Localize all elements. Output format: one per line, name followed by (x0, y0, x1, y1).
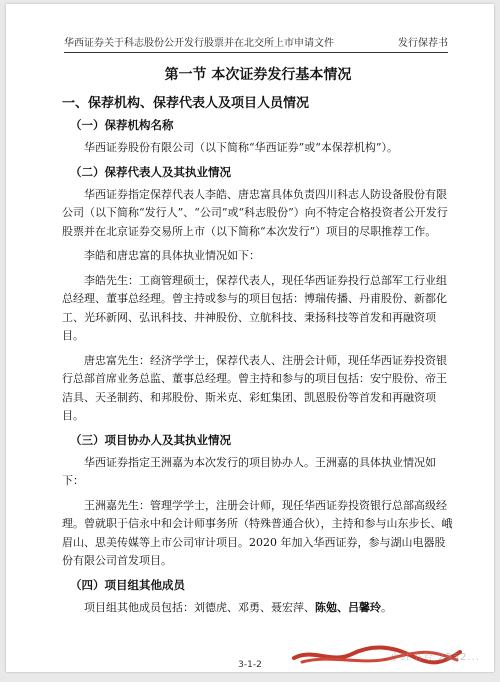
page-content (62, 64, 454, 623)
li-hao-profile: 李皓先生：工商管理硕士，保荐代表人，现任华西证券投行总部军工行业组总经理、董事总经理。曾主持或参与的项目包括：博瑞传播、丹甫股份、新都化工、光环新网、弘讯科技、井神股份、立航科技、秉扬科技等首发和再融资项目。 (62, 273, 447, 342)
members-bold: 陈勉、吕馨玲 (315, 600, 381, 614)
representatives-intro: 华西证券指定保荐代表人李皓、唐忠富具体负责四川科志人防设备股份有限公司（以下简称“发行人”、“公司”或“科志股份”）向不特定合格投资者公开发行股票并在北京证券交易所上市（以下简称“本次发行”）项目的尽职推荐工作。 (62, 187, 448, 238)
header-right: 发行保荐书 (398, 38, 448, 49)
members-suffix: 。 (381, 600, 392, 614)
members-prefix: 项目组其他成员包括：刘德虎、邓勇、聂宏萍、 (84, 600, 315, 614)
tang-zhongfu-profile: 唐忠富先生：经济学学士，保荐代表人、注册会计师，现任华西证券投资银行总部首席业务总监、董事总经理。曾主持和参与的项目包括：安宁股份、帝王洁具、天圣制药、和邦股份、斯米克、彩虹集团、凯恩股份等首发和再融资项目。 (62, 353, 447, 422)
chapter-title: 第一节 本次证券发行基本情况 (164, 67, 352, 83)
other-members-text (62, 599, 454, 618)
sponsor-name-text: 华西证券股份有限公司（以下简称“华西证券”或“本保荐机构”）。 (84, 141, 398, 154)
co-organizer-intro: 华西证券指定王洲嘉为本次发行的项目协办人。王洲嘉的具体执业情况如下： (62, 455, 436, 487)
page-number: 3-1-2 (238, 660, 262, 670)
representatives-lead: 李皓和唐忠富的具体执业情况如下： (84, 249, 260, 262)
subsection-heading-4: （四）项目组其他成员 (70, 577, 185, 592)
document-page (6, 4, 494, 672)
section-heading-1: 一、保荐机构、保荐代表人及项目人员情况 (62, 96, 310, 111)
page-header (64, 34, 448, 53)
watermark-text: 小红书号 2952... (389, 652, 480, 663)
header-left: 华西证券关于科志股份公开发行股票并在北交所上市申请文件 (64, 38, 334, 49)
subsection-heading-3: （三）项目协办人及其执业情况 (70, 432, 231, 447)
subsection-heading-2: （二）保荐代表人及其执业情况 (70, 164, 231, 179)
subsection-heading-1: （一）保荐机构名称 (70, 118, 174, 132)
wang-zhoujia-profile: 王洲嘉先生：管理学学士，注册会计师，现任华西证券投资银行总部高级经理。曾就职于信永中和会计师事务所（特殊普通合伙），主持和参与山东步长、峨眉山、思美传媒等上市公司审计项目。2020 年加入华西证券，参与湖山电器股份有限公司首发项目。 (62, 498, 453, 567)
